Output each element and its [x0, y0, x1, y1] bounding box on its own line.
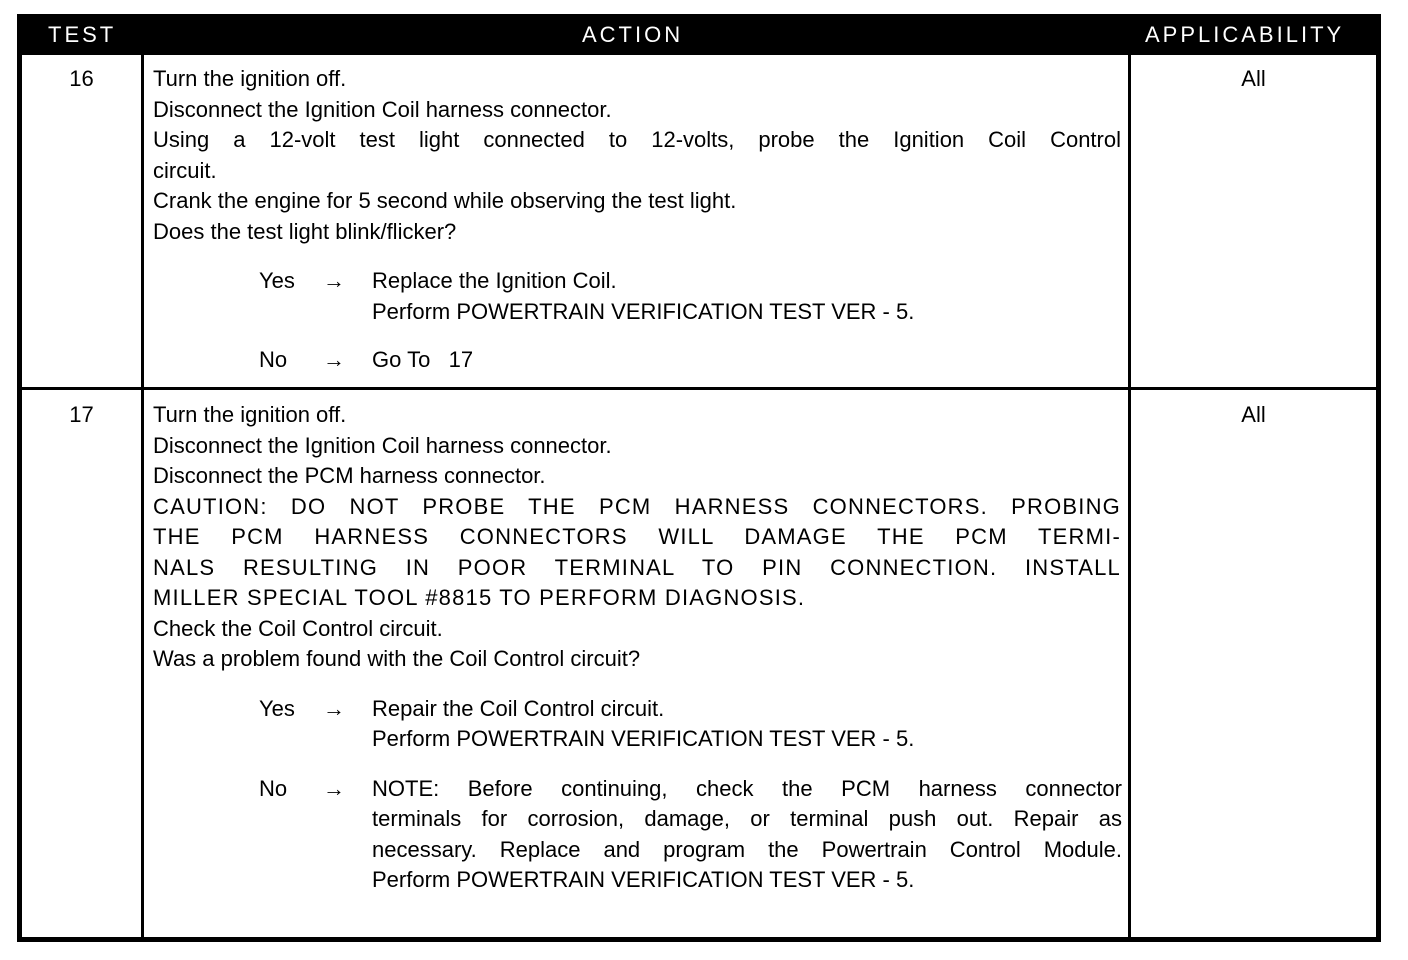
right-arrow-icon: → — [323, 775, 345, 801]
row-divider — [22, 387, 1376, 390]
no-branch-17 — [259, 774, 1121, 896]
step-line: Disconnect the Ignition Coil harness connector. — [153, 432, 612, 458]
header-applicability: APPLICABILITY — [1145, 22, 1345, 47]
right-arrow-icon: → — [323, 347, 345, 372]
yes-label: Yes — [259, 695, 295, 721]
step-line: circuit. — [153, 157, 217, 183]
caution-line: CAUTION: DO NOT PROBE THE PCM HARNESS CONNECTORS. PROBING — [153, 493, 1121, 519]
header-action: ACTION — [582, 22, 684, 47]
no-label: No — [259, 347, 288, 372]
no-line: Perform POWERTRAIN VERIFICATION TEST VER - 5. — [372, 867, 915, 892]
step-line: Does the test light blink/flicker? — [153, 218, 457, 244]
diagnostic-table — [17, 14, 1381, 942]
no-line: terminals for corrosion, damage, or terminal push out. Repair as — [372, 806, 1122, 831]
right-arrow-icon: → — [323, 695, 345, 721]
action-cell-17 — [153, 400, 1121, 896]
step-line: Crank the engine for 5 second while observing the test light. — [153, 188, 737, 213]
step-line: Was a problem found with the Coil Control circuit? — [153, 646, 641, 671]
caution-line: MILLER SPECIAL TOOL #8815 TO PERFORM DIAGNOSIS. — [153, 585, 806, 610]
step-line: Turn the ignition off. — [153, 66, 347, 91]
yes-line: Replace the Ignition Coil. — [372, 268, 617, 293]
step-line: Check the Coil Control circuit. — [153, 615, 443, 641]
caution-line: THE PCM HARNESS CONNECTORS WILL DAMAGE THE PCM TERMI- — [153, 524, 1121, 549]
no-line: Go To 17 — [372, 347, 474, 372]
no-branch-16 — [259, 345, 1121, 376]
yes-line: Perform POWERTRAIN VERIFICATION TEST VER - 5. — [372, 726, 915, 751]
column-divider-test — [141, 55, 144, 937]
table-header — [22, 14, 1376, 55]
step-line: Disconnect the Ignition Coil harness connector. — [153, 96, 612, 122]
yes-label: Yes — [259, 268, 295, 293]
action-cell-16 — [153, 64, 1121, 376]
step-line: Turn the ignition off. — [153, 402, 347, 427]
yes-line: Repair the Coil Control circuit. — [372, 695, 665, 721]
yes-branch-16 — [259, 266, 1121, 327]
test-number-16: 16 — [69, 66, 94, 91]
no-line: necessary. Replace and program the Powertrain Control Module. — [372, 836, 1122, 862]
no-line: NOTE: Before continuing, check the PCM harness connector — [372, 775, 1122, 801]
yes-branch-17 — [259, 694, 1121, 755]
step-line: Disconnect the PCM harness connector. — [153, 463, 546, 488]
step-line: Using a 12-volt test light connected to 12-volts, probe the Ignition Coil Control — [153, 127, 1121, 152]
applicability-16: All — [1241, 66, 1266, 91]
column-divider-applicability — [1128, 55, 1131, 937]
caution-line: NALS RESULTING IN POOR TERMINAL TO PIN CONNECTION. INSTALL — [153, 554, 1121, 580]
test-number-17: 17 — [69, 402, 94, 427]
no-label: No — [259, 775, 288, 801]
yes-line: Perform POWERTRAIN VERIFICATION TEST VER - 5. — [372, 298, 915, 324]
applicability-17: All — [1241, 402, 1266, 427]
right-arrow-icon: → — [323, 268, 345, 293]
header-test: TEST — [48, 22, 117, 47]
